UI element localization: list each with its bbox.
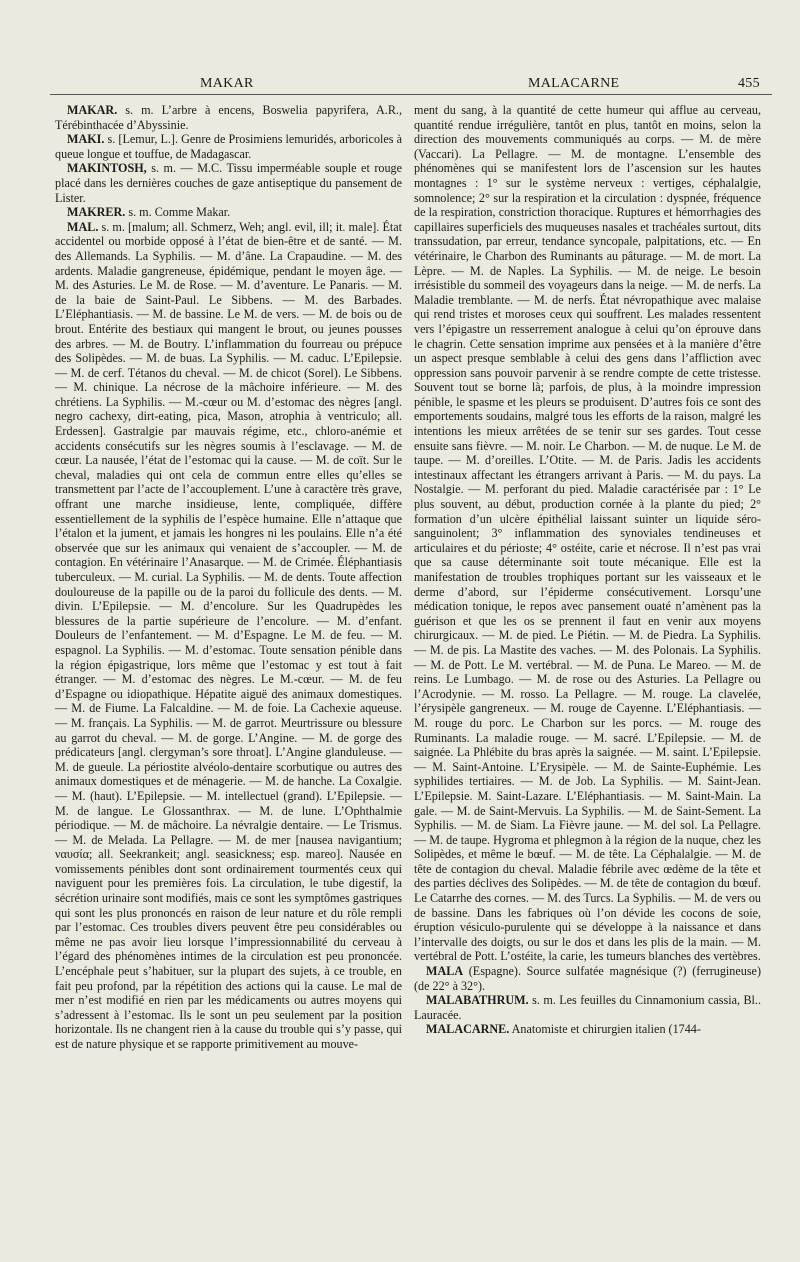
entry-text: s. m. Les feuilles du Cinnamonium cassia, Bl.. Lauracée.: [414, 993, 761, 1022]
entry-text: s. [Lemur, L.]. Genre de Prosimiens lemuridés, arboricoles à queue longue et touffue, de Madagascar.: [55, 132, 402, 161]
left-column: [55, 103, 402, 1052]
entry-headword: MALACARNE.: [426, 1022, 510, 1037]
entry: [55, 220, 402, 1052]
header-rule: [50, 94, 772, 95]
entry: [414, 964, 761, 993]
entry: [55, 103, 402, 132]
entry-text: s. m. Comme Makar.: [125, 205, 231, 220]
entry-headword: MAKI.: [67, 132, 105, 147]
header-left-guide-word: MAKAR: [200, 76, 254, 91]
entry-headword: MALA: [426, 964, 464, 979]
entry-headword: MAKRER.: [67, 205, 126, 220]
entry-headword: MAL.: [67, 219, 99, 234]
page-number: 455: [738, 76, 760, 91]
entry-headword: MAKINTOSH,: [67, 161, 147, 176]
entry-text: s. m. — M.C. Tissu imperméable souple et rouge placé dans les dernières couches de gaze antiseptique du pansement de Lister.: [55, 161, 402, 205]
entry: [414, 1022, 761, 1037]
entry: [55, 132, 402, 161]
entry-text: s. m. [malum; all. Schmerz, Weh; angl. evil, ill; it. male]. État accidentel ou morbide opposé à l’état de bien-être et de santé. — M. des Allemands. La Syphilis. — M. d’âne. La Crapaudine. — M. des ardents. Maladie gangreneuse, épidémique, pendant le moyen âge. — M. des Asturies. Le M. de Rose. — M. d’aventure. Le Panaris. — M. de la baie de Saint-Paul. Le Sibbens. — M. des Barbades. L’Eléphantiasis. — M. de bassine. Le M. de vers. — M. de bois ou de brout. Entérite des bestiaux qui mangent le brout, ou jeunes pousses des arbres. — M. de Boutry. L’inflammation du fourreau ou prépuce des Solipèdes. — M. de buas. La Syphilis. — M. caduc. L’Epilepsie. — M. de cerf. Tétanos du cheval. — M. de chicot (Sorel). Le Sibbens. — M. chinique. La nécrose de la mâchoire inférieure. — M. des chrétiens. La Syphilis. — M.-cœur ou M. d’estomac des nègres [angl. negro cachexy, dirt-eating, pica, Mason, atrophia à ventriculo; all. Erdessen]. Gastralgie par mauvais régime, etc., chloro-anémie et accidents consécutifs sur les nègres soumis à l’esclavage. — M. de cœur. La nausée, l’état de l’estomac qui la cause. — M. de coït. Sur le cheval, maladies qui ont cela de commun entre elles qu’elles se transmettent par l’acte de l’accouplement. L’une à caractère très grave, offrant une marche insidieuse, lente, compliquée, diffère essentiellement de la syphilis de l’espèce humaine. Elle n’attaque que l’étalon et la jument, et jamais les hongres ni les poulains. Elle n’a été observée que sur les animaux qui venaient de s’accoupler. — M. de contagion. En vétérinaire l’Anasarque. — M. de Crimée. Éléphantiasis tuberculeux. — M. curial. La Syphilis. — M. de dents. Toute affection douloureuse de la papille ou de la paroi du follicule des dents. — M. divin. L’Epilepsie. — M. d’encolure. Sur les Quadrupèdes les blessures de la partie supérieure de l’encolure. — M. d’enfant. Douleurs de l’enfantement. — M. d’Espagne. Le M. de feu. — M. espagnol. La Syphilis. — M. d’estomac. Toute sensation pénible dans la région épigastrique, lors même que l’estomac y est tout à fait étranger. — M. d’estomac des nègres. Le M.-cœur. — M. de feu d’Espagne ou idiopathique. Hépatite aiguë des animaux domestiques. — M. de Fiume. La Falcaldine. — M. de foie. La Cachexie aqueuse. — M. français. La Syphilis. — M. de garrot. Meurtrissure ou blessure au garrot du cheval. — M. de gorge. L’Angine. — M. de gorge des prédicateurs [angl. clergyman’s sore throat]. L’Angine glanduleuse. — M. de gueule. La périostite alvéolo-dentaire scorbutique ou autres des animaux domestiques et de ménagerie. — M. de hanche. La Coxalgie. — M. (haut). L’Epilepsie. — M. intellectuel (grand). L’Epilepsie. — M. de langue. Le Glossanthrax. — M. de lune. L’Ophthalmie périodique. — M. de mâchoire. La névralgie dentaire. — Le Trismus. — M. de Melada. La Pellagre. — M. de mer [nausea navigantium; ναυσία; all. Seekrankeit; angl. seasickness; esp. mareo]. Nausée en vomissements pénibles dont sont ordinairement tourmentés ceux qui naviguent pour les premières fois. La circulation, le tube digestif, la sécrétion urinaire sont modifiés, mais ce sont les symptômes gastriques qui sont les plus prononcés en raison de leur nature et du rôle rempli par l’estomac. Ces troubles divers peuvent être peu considérables ou même ne pas avoir lieu lorsque l’impressionnabilité du cerveau à l’égard des phénomènes intimes de la circulation est peu prononcée. L’encéphale peut s’habituer, sur la plupart des sujets, à ce trouble, en fait peu profond, par la répétition des actions qui la cause. Le mal de mer n’est modifié en rien par les médicaments ou autres moyens qui s’adressent à l’estomac. Ils le sont un peu seulement par la position horizontale. Ils ne changent rien à la cause du trouble qui s’y passe, qui est de nature physique et se rapporte primitivement au mouve-: [55, 219, 402, 1051]
entry-headword: MALABATHRUM.: [426, 993, 529, 1008]
entry-text: (Espagne). Source sulfatée magnésique (?) (ferrugineuse) (de 22° à 32°).: [414, 964, 761, 993]
entry: [55, 161, 402, 205]
entry-text: s. m. L’arbre à encens, Boswelia papyrifera, A.R., Térébinthacée d’Abyssinie.: [55, 103, 402, 132]
running-header: [0, 76, 800, 96]
entry-text: ment du sang, à la quantité de cette humeur qui afflue au cerveau, quantité rendue irrégulière, tantôt en plus, tantôt en moins, selon la direction des mouvements communiqués au corps. — M. de mère (Vaccari). La Pellagre. — M. de montagne. L’ensemble des phénomènes qui se manifestent lors de l’ascension sur les hautes montagnes : 1° sur le système nerveux : vertiges, céphalalgie, somnolence; 2° sur la respiration et la circulation : dyspnée, fréquence de la respiration, constriction thoracique. Ruptures et hémorrhagies des capillaires superficiels des muqueuses nasales et trachéales surtout, dits transsudation, par erreur, tendance syncopale, palpitations, etc. — En vétérinaire, le Charbon des Ruminants au pâturage. — M. de mort. La Lèpre. — M. de Naples. La Syphilis. — M. de neige. Le besoin irrésistible du sommeil des voyageurs dans la neige. — M. de nerfs. La Maladie tremblante. — M. de nerfs. État névropathique avec malaise qui rend tristes et moroses ceux qui souffrent. Les malades ressentent vers l’épigastre un resserrement analogue à celui qu’on éprouve dans le chagrin. Cette sensation imprime aux pensées et à la manière d’être un aspect presque semblable à celui des gens dans l’affliction avec oppression sans pouvoir parvenir à se rendre compte de cette tristesse. Souvent tout se borne là; parfois, de plus, à la moindre impression pénible, le spasme et les pleurs se produisent. D’autres fois ce sont des emportements soudains, malgré tous les efforts de la raison, malgré les intentions les mieux arrêtées de se tenir sur ses gardes. Tout cesse ensuite sans fièvre. — M. noir. Le Charbon. — M. de nuque. Le M. de taupe. — M. d’oreilles. L’Otite. — M. de Paris. Jadis les accidents intestinaux affectant les étrangers arrivant à Paris. — M. du pays. La Nostalgie. — M. perforant du pied. Maladie caractérisée par : 1° Le plus souvent, au début, production cornée à la plante du pied; 2° formation d’un ulcère épithélial laissant suinter un liquide séro-sanguinolent; 3° inflammation des synoviales tendineuses et articulaires et du périoste; 4° ostéite, carie et nécrose. Il n’est pas vrai que sa cause déterminante soit toute mécanique. Elle est la manifestation de troubles trophiques portant sur les vaisseaux et le derme d’abord, sur l’épiderme consécutivement. Lorsqu’une médication tonique, le repos avec pansement ouaté n’amènent pas la guérison et que les os se prennent il faut en venir aux moyens chirurgicaux. — M. de pied. Le Piétin. — M. de Piedra. La Syphilis. — M. de pis. La Mastite des vaches. — M. des Polonais. La Syphilis. — M. de Pott. Le M. vertébral. — M. de Puna. Le Mareo. — M. de reins. Le Lumbago. — M. de rose ou des Asturies. La Pellagre ou l’Acrodynie. — M. rosso. La Pellagre. — M. rouge. La clavelée, l’érysipèle gangreneux. — M. rouge de Cayenne. L’Eléphantiasis. — M. rouge du porc. Le Charbon sur les porcs. — M. rouge des Ruminants. La maladie rouge. — M. sacré. L’Epilepsie. — M. de saignée. La Phlébite du bras après la saignée. — M. saint. L’Epilepsie. — M. Saint-Antoine. L’Erysipèle. — M. de Sainte-Euphémie. Les syphilides tertiaires. — M. de Job. La Syphilis. — M. Saint-Jean. L’Epilepsie. M. Saint-Lazare. L’Eléphantiasis. — M. Saint-Main. La gale. — M. de Saint-Mervuis. La Syphilis. — M. de Saint-Sement. La Syphilis. — M. de Siam. La Fièvre jaune. — M. del sol. La Pellagre. — M. de taupe. Hygroma et phlegmon à la région de la nuque, chez les Solipèdes, et même le bœuf. — M. de tête. La Céphalalgie. — M. de tête de contagion du cheval. Maladie fébrile avec œdème de la tête et des parties déclives des Solipèdes. — M. de tête de contagion du bœuf. Le Catarrhe des cornes. — M. des Turcs. La Syphilis. — M. de vers ou de bassine. Dans les fabriques où l’on dévide les cocons de soie, éruption vésiculo-purulente qui se développe à la naissance et dans l’intervalle des doigts, ou sur le dos et dans les plis de la main. — M. vertébral de Pott. L’ostéite, la carie, les tumeurs blanches des vertèbres.: [414, 103, 761, 964]
right-column: [414, 103, 761, 1037]
entry-text: Anatomiste et chirurgien italien (1744-: [509, 1022, 701, 1037]
header-right-guide-word: MALACARNE: [528, 76, 620, 91]
entry-continuation: [414, 103, 761, 964]
entry: [414, 993, 761, 1022]
entry-headword: MAKAR.: [67, 103, 118, 117]
entry: [55, 205, 402, 220]
